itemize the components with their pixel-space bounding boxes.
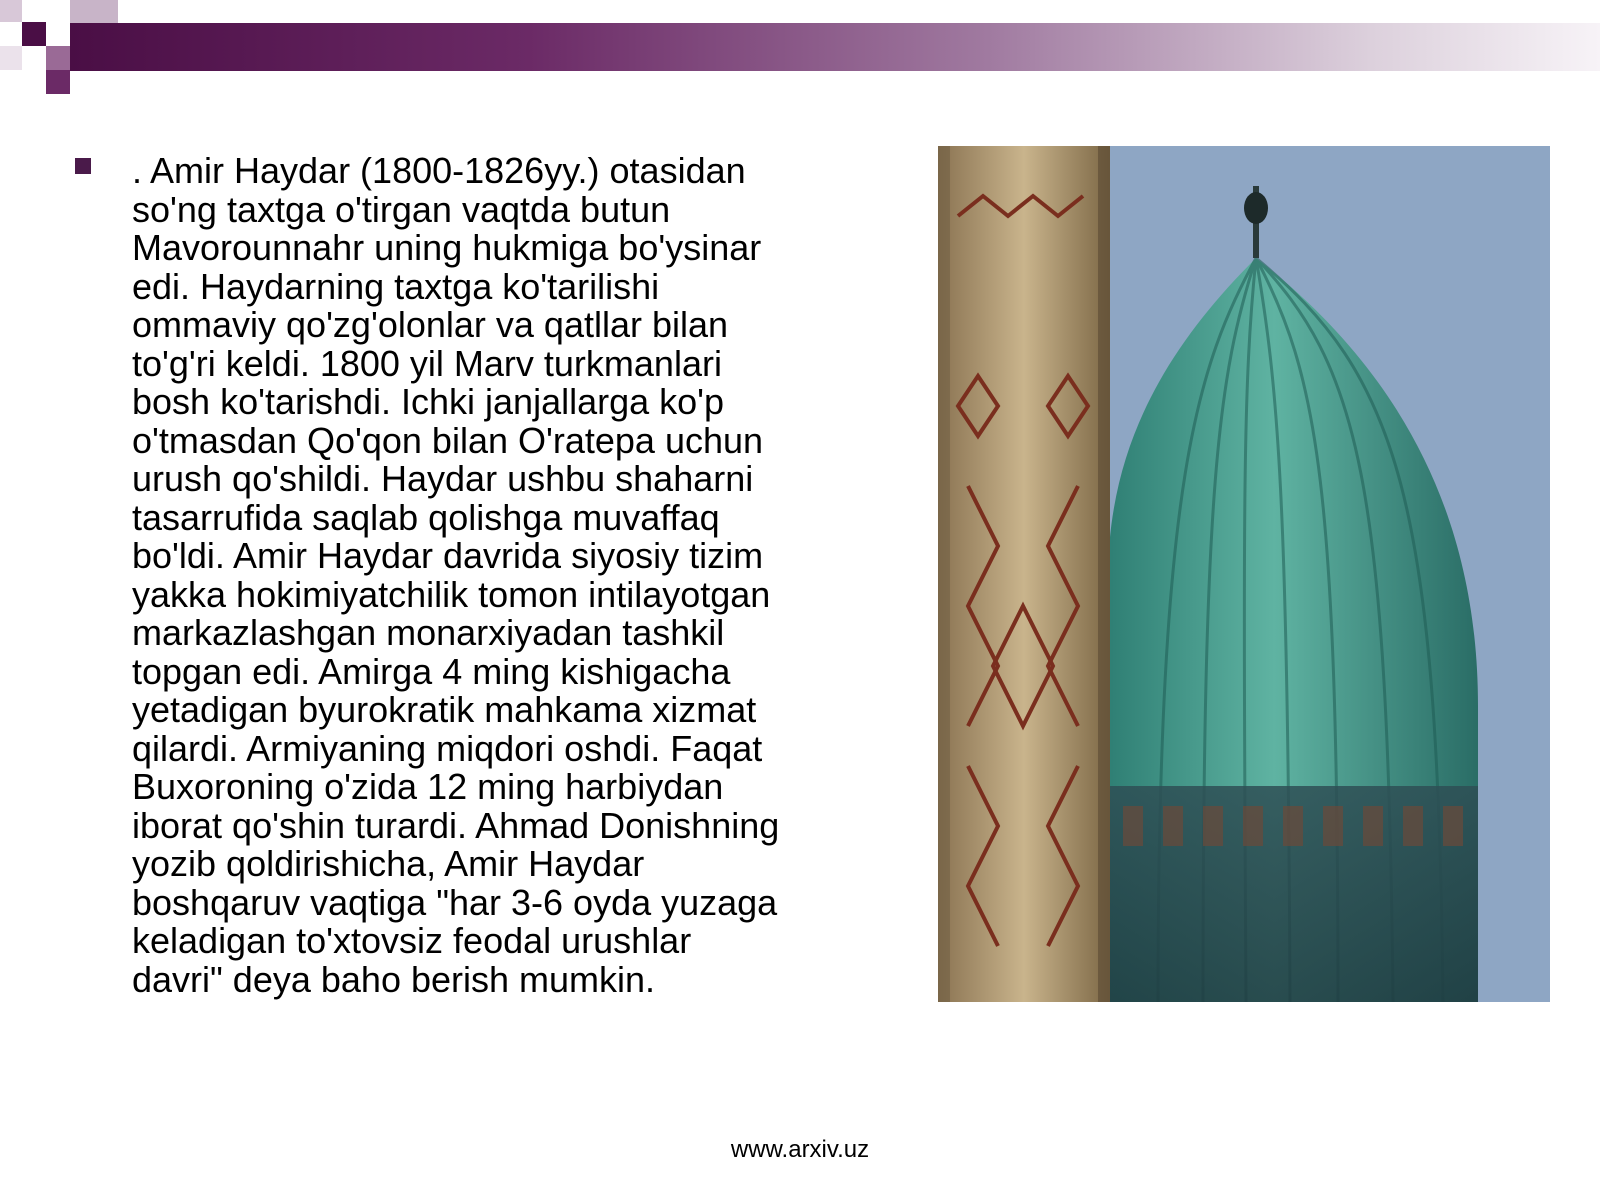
minaret xyxy=(938,146,1110,1002)
body-text: . Amir Haydar (1800-1826yy.) otasidan so'ng taxtga o'tirgan vaqtda butun Mavorounnahr uning hukmiga bo'ysinar edi. Haydarning taxtga ko'tarilishi ommaviy qo'zg'olonlar va qatllar bilan to'g'ri keldi. 1800 yil Marv turkmanlari bosh ko'tarishdi. Ichki janjallarga ko'p o'tmasdan Qo'qon bilan O'ratepa uchun urush qo'shildi. Haydar ushbu shaharni tasarrufida saqlab qolishga muvaffaq bo'ldi. Amir Haydar davrida siyosiy tizim yakka hokimiyatchilik tomon intilayotgan markazlashgan monarxiyadan tashkil topgan edi. Amirga 4 ming kishigacha yetadigan byurokratik mahkama xizmat qilardi. Armiyaning miqdori oshdi. Faqat Buxoroning o'zida 12 ming harbiydan iborat qo'shin turardi. Ahmad Donishning yozib qoldirishicha, Amir Haydar boshqaruv vaqtiga "har 3-6 oyda yuzaga keladigan to'xtovsiz feodal urushlar davri" deya baho berish mumkin. xyxy=(132,150,780,1000)
header-gradient-bar xyxy=(70,23,1600,71)
header-square xyxy=(46,0,70,22)
square-bullet-icon xyxy=(75,158,91,174)
header-square xyxy=(0,0,22,22)
footer-url: www.arxiv.uz xyxy=(730,1136,870,1163)
header-square xyxy=(46,70,70,94)
header-square xyxy=(70,0,118,23)
dome-minaret-photo xyxy=(938,146,1550,1002)
header-square xyxy=(22,22,46,46)
dome-minaret-illustration xyxy=(938,146,1550,1002)
header-square xyxy=(0,46,22,70)
dome-drum-pattern xyxy=(1123,806,1463,846)
header-square xyxy=(46,46,70,70)
